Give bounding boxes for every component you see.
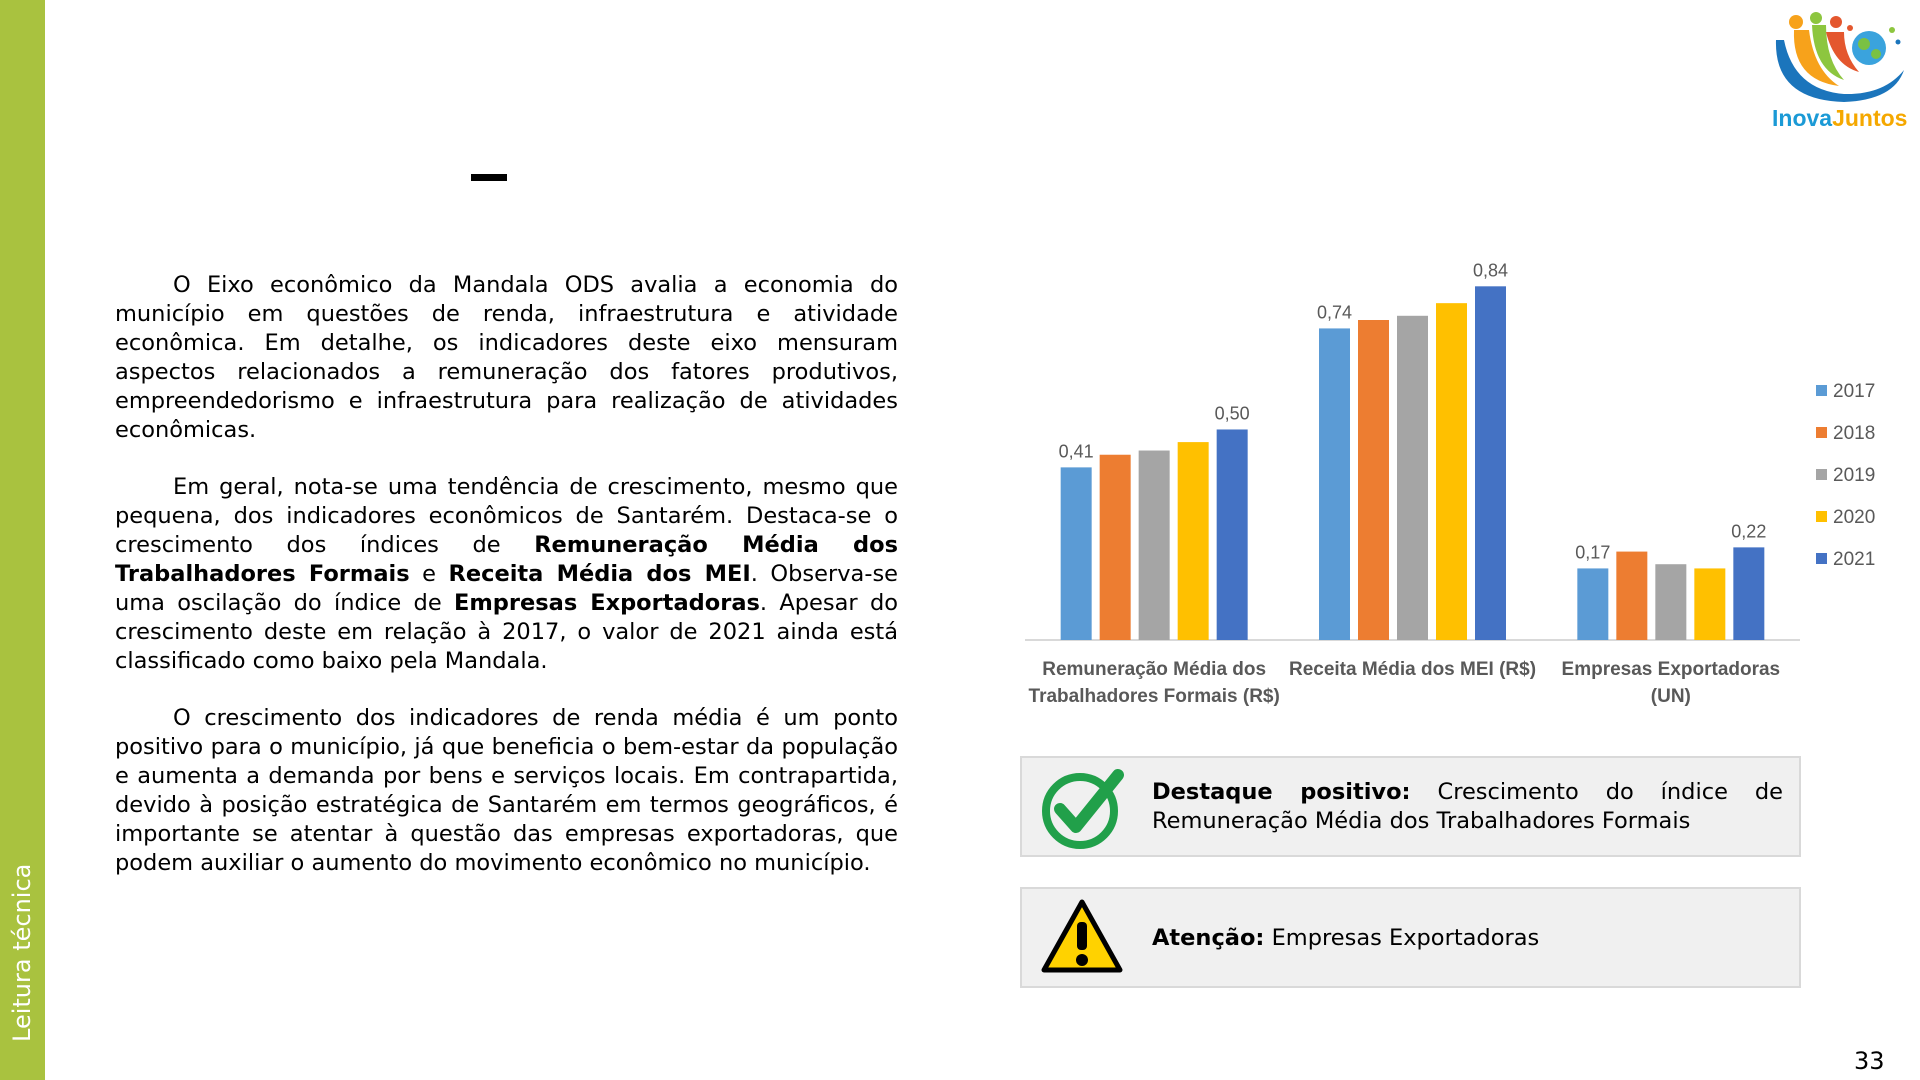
legend-label-2018: 2018	[1833, 423, 1876, 444]
warning-icon	[1040, 896, 1124, 980]
positive-label: Destaque positivo:	[1152, 779, 1411, 805]
attention-box	[1020, 887, 1801, 988]
bar-2020-cat-2	[1694, 568, 1725, 640]
paragraph-1: O Eixo econômico da Mandala ODS avalia a economia do município em questões de renda, infraestrutura e atividade econômica. Em detalhe, os indicadores deste eixo mensuram aspectos relacionados a remuneração dos fatores produtivos, empreendedorismo e infraestrutura para realização de atividades econômicas.	[115, 272, 898, 443]
category-label-0: Remuneração Média dos	[1042, 659, 1267, 680]
p2-bold-remuneracao: Remuneração Média dos Trabalhadores Formais	[115, 532, 898, 587]
legend-label-2020: 2020	[1833, 507, 1876, 528]
attention-description: Empresas Exportadoras	[1264, 925, 1540, 951]
legend-swatch-2021	[1816, 553, 1827, 564]
category-label-1: Receita Média dos MEI (R$)	[1288, 659, 1537, 680]
positive-description: Crescimento do índice de Remuneração Média dos Trabalhadores Formais	[1152, 779, 1783, 834]
sidebar-label: Leitura técnica	[8, 863, 36, 1042]
category-label-2: (UN)	[1650, 686, 1691, 707]
checkmark-icon	[1040, 765, 1124, 849]
bar-2019-cat-0	[1139, 451, 1170, 640]
bar-2017-cat-0	[1061, 467, 1092, 640]
data-label-2017-cat-0: 0,41	[1058, 441, 1094, 462]
attention-text	[1152, 924, 1539, 953]
legend-label-2017: 2017	[1833, 381, 1876, 402]
data-label-2021-cat-1: 0,84	[1472, 260, 1509, 281]
positive-highlight-text	[1152, 778, 1783, 836]
body-text	[115, 271, 898, 906]
bar-2017-cat-1	[1319, 328, 1350, 640]
data-label-2017-cat-2: 0,17	[1575, 542, 1611, 563]
p2-text-e: . Observa-se uma oscilação do índice de	[115, 561, 899, 616]
bar-2021-cat-1	[1475, 286, 1506, 640]
p2-text-c: e	[409, 561, 449, 587]
category-label-2: Empresas Exportadoras	[1561, 659, 1781, 680]
page-number: 33	[1854, 1047, 1885, 1075]
p2-bold-receita: Receita Média dos MEI	[448, 561, 751, 587]
bar-2019-cat-1	[1397, 316, 1428, 640]
legend-label-2021: 2021	[1833, 549, 1876, 570]
positive-highlight-box	[1020, 756, 1801, 857]
legend-swatch-2017	[1816, 385, 1827, 396]
data-label-2021-cat-0: 0,50	[1214, 403, 1250, 424]
legend-swatch-2020	[1816, 511, 1827, 522]
data-label-2017-cat-1: 0,74	[1316, 302, 1353, 323]
legend-label-2019: 2019	[1833, 465, 1876, 486]
bar-chart	[1010, 240, 1890, 720]
bar-2021-cat-2	[1733, 547, 1764, 640]
sidebar	[0, 0, 45, 1080]
bar-2017-cat-2	[1577, 568, 1608, 640]
bar-2018-cat-1	[1358, 320, 1389, 640]
attention-label: Atenção:	[1152, 925, 1265, 951]
legend-swatch-2019	[1816, 469, 1827, 480]
bar-2018-cat-2	[1616, 552, 1647, 640]
category-label-0: Trabalhadores Formais (R$)	[1028, 686, 1280, 707]
bar-2021-cat-0	[1217, 429, 1248, 640]
bar-2020-cat-1	[1436, 303, 1467, 640]
logo-text: InovaJuntos	[1772, 105, 1908, 131]
p2-text-a: Em geral, nota-se uma tendência de crescimento, mesmo que pequena, dos indicadores econômicos de Santarém. Destaca-se o crescimento dos índices de	[115, 474, 898, 558]
paragraph-2	[115, 473, 898, 676]
bar-2020-cat-0	[1178, 442, 1209, 640]
paragraph-3: O crescimento dos indicadores de renda média é um ponto positivo para o município, já que beneficia o bem-estar da população e aumenta a demanda por bens e serviços locais. Em contrapartida, devido à posição estratégica de Santarém em termos geográficos, é importante se atentar à questão das empresas exportadoras, que podem auxiliar o aumento do movimento econômico no município.	[115, 705, 898, 876]
data-label-2021-cat-2: 0,22	[1731, 521, 1767, 542]
p2-bold-empresas: Empresas Exportadoras	[453, 590, 760, 616]
legend-swatch-2018	[1816, 427, 1827, 438]
p2-text-g: . Apesar do crescimento deste em relação à 2017, o valor de 2021 ainda está classificado como baixo pela Mandala.	[115, 590, 898, 674]
bar-2018-cat-0	[1100, 455, 1131, 640]
bar-2019-cat-2	[1655, 564, 1686, 640]
title-dash	[471, 174, 507, 181]
